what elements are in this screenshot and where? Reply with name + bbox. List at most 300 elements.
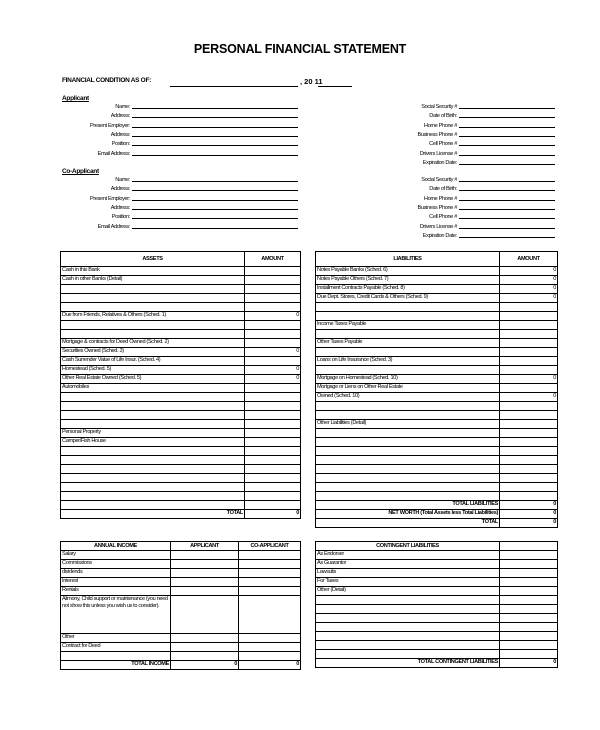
liability-label: [316, 303, 500, 312]
table-row: [61, 384, 301, 393]
table-row: [61, 267, 301, 276]
income-coapplicant-amount[interactable]: [239, 560, 301, 569]
liability-amount[interactable]: [500, 330, 558, 339]
table-row: [61, 447, 301, 456]
contingent-liabilities-table: [315, 541, 558, 668]
table-row: [316, 596, 558, 605]
income-label: dividends: [61, 569, 171, 578]
coapplicant-heading: Co-Applicant: [62, 168, 99, 175]
contingent-amount[interactable]: [500, 560, 558, 569]
income-coapplicant-amount[interactable]: [239, 578, 301, 587]
liability-amount[interactable]: [500, 420, 558, 429]
table-row: [316, 551, 558, 560]
applicant-input-business-phone[interactable]: [459, 136, 555, 137]
asset-label: Mortgage & contracts for Deed Owned (Sched. 2): [61, 339, 245, 348]
liability-amount[interactable]: [500, 321, 558, 330]
coapplicant-label-social-security: Social Security #: [421, 177, 457, 183]
coapplicant-field-home-phone: [340, 193, 555, 202]
table-row: [61, 321, 301, 330]
liability-amount[interactable]: [500, 456, 558, 465]
income-applicant-amount[interactable]: [171, 551, 239, 560]
coapplicant-label-business-phone: Business Phone #: [417, 204, 457, 211]
liability-amount[interactable]: 0: [500, 276, 558, 285]
income-applicant-amount[interactable]: [171, 652, 239, 661]
liability-amount[interactable]: [500, 465, 558, 474]
contingent-label: [316, 614, 500, 623]
coapplicant-label-address: Address:: [110, 186, 130, 193]
coapplicant-field-present-employer: [40, 193, 298, 202]
asset-amount[interactable]: [245, 501, 301, 510]
applicant-field-email-address: [40, 148, 298, 157]
applicant-label-home-phone: Home Phone #: [423, 122, 457, 129]
coapplicant-input-social-security[interactable]: [459, 181, 555, 182]
coapplicant-input-business-phone[interactable]: [459, 209, 555, 210]
asset-amount[interactable]: [245, 465, 301, 474]
asset-label: [61, 456, 245, 465]
income-coapplicant-amount[interactable]: [239, 596, 301, 634]
applicant-input-address[interactable]: [132, 136, 298, 137]
table-row: [316, 614, 558, 623]
liability-label: Other Liabilities (Detail): [316, 420, 500, 429]
liability-amount[interactable]: [500, 411, 558, 420]
contingent-amount[interactable]: [500, 551, 558, 560]
table-row: [61, 596, 301, 634]
table-row: [316, 623, 558, 632]
income-applicant-amount[interactable]: [171, 569, 239, 578]
asset-amount[interactable]: [245, 474, 301, 483]
total-liabilities-row: [316, 501, 558, 510]
asset-amount[interactable]: [245, 402, 301, 411]
table-row: [316, 384, 558, 393]
coapplicant-field-social-security: [340, 174, 555, 183]
income-coapplicant-amount[interactable]: [239, 652, 301, 661]
page-title: PERSONAL FINANCIAL STATEMENT: [193, 42, 407, 56]
table-row: [316, 312, 558, 321]
table-row: [316, 438, 558, 447]
applicant-field-expiration-date: [340, 157, 555, 166]
contingent-amount[interactable]: [500, 569, 558, 578]
table-row: [61, 348, 301, 357]
coapplicant-input-home-phone[interactable]: [459, 200, 555, 201]
coapplicant-label-name: Name:: [115, 177, 130, 183]
table-row: [316, 357, 558, 366]
liability-label: [316, 411, 500, 420]
applicant-field-business-phone: [340, 129, 555, 138]
table-row: [316, 375, 558, 384]
applicant-input-cell-phone[interactable]: [459, 145, 555, 146]
liability-amount[interactable]: [500, 447, 558, 456]
applicant-label-present-employer: Present Employer:: [89, 122, 130, 129]
liability-label: [316, 474, 500, 483]
contingent-label: Lawsuits: [316, 569, 500, 578]
liability-amount[interactable]: [500, 357, 558, 366]
coapplicant-input-position[interactable]: [132, 218, 298, 219]
applicant-input-drivers-license[interactable]: [459, 155, 555, 156]
net-worth-amount: 0: [500, 510, 558, 519]
liability-label: [316, 465, 500, 474]
table-row: [61, 551, 301, 560]
applicant-label-social-security: Social Security #: [421, 104, 457, 110]
asset-amount[interactable]: [245, 411, 301, 420]
contingent-label: [316, 632, 500, 641]
coapplicant-field-business-phone: [340, 202, 555, 211]
liability-label: Other Taxes Payable: [316, 339, 500, 348]
asset-label: [61, 330, 245, 339]
liability-amount[interactable]: 0: [500, 285, 558, 294]
table-row: [61, 312, 301, 321]
income-coapplicant-amount[interactable]: [239, 569, 301, 578]
applicant-label-email-address: Email Address:: [97, 150, 130, 157]
liability-amount[interactable]: 0: [500, 267, 558, 276]
asset-amount[interactable]: [245, 420, 301, 429]
coapplicant-field-position: [40, 211, 298, 220]
asset-amount[interactable]: [245, 339, 301, 348]
asset-amount[interactable]: 0: [245, 348, 301, 357]
contingent-label: As Endorser: [316, 551, 500, 560]
annual-income-table: [60, 541, 301, 670]
table-row: [316, 447, 558, 456]
financial-condition-date-field[interactable]: [170, 86, 298, 87]
liability-amount[interactable]: [500, 402, 558, 411]
table-row: [316, 393, 558, 402]
liability-label: [316, 492, 500, 501]
coapplicant-input-present-employer[interactable]: [132, 200, 298, 201]
contingent-label: Other (Detail): [316, 587, 500, 596]
table-row: [316, 411, 558, 420]
coapplicant-field-cell-phone: [340, 211, 555, 220]
coapplicant-label-present-employer: Present Employer:: [89, 195, 130, 202]
asset-amount[interactable]: [245, 294, 301, 303]
asset-label: Securities Owned (Sched. 3): [61, 348, 245, 357]
income-label: Commissions: [61, 560, 171, 569]
asset-label: Homestead (Sched. 5): [61, 366, 245, 375]
table-row: [316, 330, 558, 339]
contingent-total-amount: 0: [500, 659, 558, 668]
coapplicant-label-home-phone: Home Phone #: [423, 195, 457, 202]
applicant-label-address: Address:: [110, 113, 130, 120]
income-coapplicant-header: CO-APPLICANT: [239, 542, 301, 551]
liability-label: Notes Payable Banks (Sched. 6): [316, 267, 500, 276]
income-total-coapplicant: 0: [239, 661, 301, 670]
table-row: [61, 393, 301, 402]
income-applicant-amount[interactable]: [171, 587, 239, 596]
liability-amount[interactable]: [500, 492, 558, 501]
financial-condition-year: , 20 11: [300, 77, 323, 86]
liability-label: [316, 348, 500, 357]
liability-label: [316, 330, 500, 339]
applicant-input-address[interactable]: [132, 117, 298, 118]
total-liabilities-amount: 0: [500, 501, 558, 510]
liabilities-total-row: [316, 519, 558, 528]
table-row: [316, 420, 558, 429]
asset-label: [61, 483, 245, 492]
liability-label: Mortgage on Homestead (Sched. 10): [316, 375, 500, 384]
applicant-input-email-address[interactable]: [132, 155, 298, 156]
liabilities-total-amount: 0: [500, 519, 558, 528]
asset-amount[interactable]: [245, 285, 301, 294]
contingent-amount[interactable]: [500, 587, 558, 596]
liability-amount[interactable]: [500, 339, 558, 348]
table-row: [61, 429, 301, 438]
liability-label: Due Dept. Stores, Credit Cards & Others (Sched. 9): [316, 294, 500, 303]
liability-amount[interactable]: [500, 429, 558, 438]
income-label: Interest: [61, 578, 171, 587]
coapplicant-input-cell-phone[interactable]: [459, 218, 555, 219]
asset-label: Camper/Fish House: [61, 438, 245, 447]
table-row: [61, 375, 301, 384]
asset-label: [61, 411, 245, 420]
coapplicant-input-address[interactable]: [132, 190, 298, 191]
asset-amount[interactable]: [245, 393, 301, 402]
coapplicant-label-email-address: Email Address:: [97, 223, 130, 230]
table-row: [316, 650, 558, 659]
table-row: [61, 474, 301, 483]
contingent-label: [316, 641, 500, 650]
applicant-field-date-of-birth: [340, 110, 555, 119]
asset-label: [61, 465, 245, 474]
asset-amount[interactable]: [245, 330, 301, 339]
liability-amount[interactable]: [500, 438, 558, 447]
income-coapplicant-amount[interactable]: [239, 634, 301, 643]
contingent-amount[interactable]: [500, 641, 558, 650]
contingent-amount[interactable]: [500, 605, 558, 614]
coapplicant-field-expiration-date: [340, 230, 555, 239]
table-row: [316, 560, 558, 569]
liability-amount[interactable]: [500, 384, 558, 393]
assets-header: ASSETS: [61, 252, 245, 267]
table-row: [61, 560, 301, 569]
asset-amount[interactable]: [245, 447, 301, 456]
applicant-input-social-security[interactable]: [459, 108, 555, 109]
asset-amount[interactable]: [245, 321, 301, 330]
contingent-total-label: TOTAL CONTINGENT LIABILITIES: [316, 659, 500, 668]
table-row: [316, 641, 558, 650]
income-label: Alimony, Child support or maintenance (you need not show this unless you wish us to consider).: [61, 596, 171, 634]
income-applicant-amount[interactable]: [171, 643, 239, 652]
contingent-label: [316, 650, 500, 659]
coapplicant-input-drivers-license[interactable]: [459, 228, 555, 229]
income-coapplicant-amount[interactable]: [239, 587, 301, 596]
applicant-field-name: [40, 101, 298, 110]
liability-amount[interactable]: 0: [500, 294, 558, 303]
contingent-amount[interactable]: [500, 650, 558, 659]
applicant-field-position: [40, 138, 298, 147]
applicant-input-date-of-birth[interactable]: [459, 117, 555, 118]
coapplicant-input-address[interactable]: [132, 209, 298, 210]
liability-amount[interactable]: [500, 348, 558, 357]
table-row: [61, 357, 301, 366]
coapplicant-field-date-of-birth: [340, 183, 555, 192]
liabilities-table: [315, 251, 558, 528]
asset-amount[interactable]: 0: [245, 375, 301, 384]
asset-label: [61, 501, 245, 510]
coapplicant-field-email-address: [40, 221, 298, 230]
asset-amount[interactable]: [245, 438, 301, 447]
table-row: [316, 366, 558, 375]
coapplicant-input-expiration-date[interactable]: [459, 237, 555, 238]
liability-label: [316, 429, 500, 438]
coapplicant-input-name[interactable]: [132, 181, 298, 182]
income-label: Contract for Deed: [61, 643, 171, 652]
asset-label: [61, 492, 245, 501]
total-liabilities-label: TOTAL LIABILITIES: [316, 501, 500, 510]
coapplicant-input-email-address[interactable]: [132, 228, 298, 229]
table-row: [61, 330, 301, 339]
asset-label: Other Real Estate Owned (Sched. 5): [61, 375, 245, 384]
asset-label: [61, 402, 245, 411]
contingent-amount[interactable]: [500, 623, 558, 632]
table-row: [316, 303, 558, 312]
liability-label: Mortgage or Liens on Other Real Estate: [316, 384, 500, 393]
asset-label: Automobiles: [61, 384, 245, 393]
table-row: [316, 578, 558, 587]
liability-label: [316, 438, 500, 447]
table-row: [61, 411, 301, 420]
coapplicant-label-date-of-birth: Date of Birth:: [429, 186, 457, 193]
table-row: [316, 492, 558, 501]
applicant-input-home-phone[interactable]: [459, 127, 555, 128]
applicant-field-present-employer: [40, 120, 298, 129]
applicant-label-expiration-date: Expiration Date:: [422, 159, 457, 166]
table-row: [316, 348, 558, 357]
table-row: [61, 366, 301, 375]
table-row: [61, 465, 301, 474]
table-row: [316, 474, 558, 483]
asset-amount[interactable]: [245, 492, 301, 501]
applicant-input-position[interactable]: [132, 145, 298, 146]
liability-amount[interactable]: [500, 312, 558, 321]
table-row: [316, 429, 558, 438]
income-applicant-amount[interactable]: [171, 560, 239, 569]
contingent-amount[interactable]: [500, 578, 558, 587]
liability-label: Notes Payable Others (Sched. 7): [316, 276, 500, 285]
table-row: [316, 276, 558, 285]
income-label: Rentals: [61, 587, 171, 596]
asset-label: [61, 447, 245, 456]
contingent-amount[interactable]: [500, 614, 558, 623]
applicant-field-drivers-license: [340, 148, 555, 157]
table-row: [61, 483, 301, 492]
table-row: [316, 267, 558, 276]
applicant-input-name[interactable]: [132, 108, 298, 109]
table-row: [316, 483, 558, 492]
asset-amount[interactable]: [245, 483, 301, 492]
income-applicant-amount[interactable]: [171, 634, 239, 643]
table-row: [61, 339, 301, 348]
liability-amount[interactable]: [500, 474, 558, 483]
asset-amount[interactable]: 0: [245, 312, 301, 321]
liability-amount[interactable]: 0: [500, 375, 558, 384]
contingent-amount[interactable]: [500, 632, 558, 641]
table-row: [61, 578, 301, 587]
table-row: [61, 492, 301, 501]
income-applicant-amount[interactable]: [171, 578, 239, 587]
asset-amount[interactable]: [245, 384, 301, 393]
income-total-row: [61, 661, 301, 670]
asset-label: [61, 294, 245, 303]
asset-amount[interactable]: [245, 357, 301, 366]
income-coapplicant-amount[interactable]: [239, 551, 301, 560]
asset-amount[interactable]: [245, 429, 301, 438]
asset-amount[interactable]: [245, 456, 301, 465]
applicant-input-expiration-date[interactable]: [459, 164, 555, 165]
asset-amount[interactable]: 0: [245, 366, 301, 375]
table-row: [316, 587, 558, 596]
asset-label: Due from Friends, Relatives & Others (Sched. 1): [61, 312, 245, 321]
liability-label: [316, 402, 500, 411]
contingent-label: For Taxes: [316, 578, 500, 587]
coapplicant-label-drivers-license: Drivers License #: [419, 223, 457, 230]
liability-amount[interactable]: [500, 303, 558, 312]
liability-label: [316, 312, 500, 321]
financial-condition-label: FINANCIAL CONDITION AS OF:: [62, 77, 151, 84]
liability-label: Owned (Sched. 10): [316, 393, 500, 402]
coapplicant-label-expiration-date: Expiration Date:: [422, 232, 457, 239]
table-row: [61, 652, 301, 661]
income-applicant-amount[interactable]: [171, 596, 239, 634]
contingent-label: [316, 596, 500, 605]
liabilities-total-label: TOTAL: [316, 519, 500, 528]
liability-amount[interactable]: [500, 483, 558, 492]
asset-label: Cash Surrender Value of Life Insur. (Sched. 4): [61, 357, 245, 366]
assets-table: [60, 251, 301, 519]
income-total-applicant: 0: [171, 661, 239, 670]
asset-label: Cash in this Bank: [61, 267, 245, 276]
table-row: [316, 456, 558, 465]
coapplicant-input-date-of-birth[interactable]: [459, 190, 555, 191]
applicant-label-position: Position:: [111, 141, 130, 148]
applicant-heading: Applicant: [62, 95, 89, 102]
applicant-input-present-employer[interactable]: [132, 127, 298, 128]
table-row: [316, 632, 558, 641]
liability-amount[interactable]: [500, 366, 558, 375]
table-row: [61, 303, 301, 312]
net-worth-label: NET WORTH (Total Assets less Total Liabilities): [316, 510, 500, 519]
table-row: [316, 465, 558, 474]
asset-label: [61, 303, 245, 312]
contingent-amount[interactable]: [500, 596, 558, 605]
table-row: [61, 420, 301, 429]
income-header: ANNUAL INCOME: [61, 542, 171, 551]
asset-amount[interactable]: [245, 276, 301, 285]
asset-amount[interactable]: [245, 267, 301, 276]
applicant-label-address: Address:: [110, 131, 130, 138]
income-coapplicant-amount[interactable]: [239, 643, 301, 652]
financial-condition-year-field[interactable]: [318, 86, 352, 87]
asset-amount[interactable]: [245, 303, 301, 312]
applicant-field-address: [40, 129, 298, 138]
liability-amount[interactable]: 0: [500, 393, 558, 402]
income-label: Salary: [61, 551, 171, 560]
coapplicant-field-address: [40, 183, 298, 192]
liability-label: [316, 366, 500, 375]
net-worth-row: [316, 510, 558, 519]
asset-label: [61, 420, 245, 429]
applicant-label-business-phone: Business Phone #: [417, 131, 457, 138]
contingent-total-row: [316, 659, 558, 668]
applicant-label-cell-phone: Cell Phone #: [429, 141, 457, 148]
asset-label: Personal Property: [61, 429, 245, 438]
liability-label: Income Taxes Payable: [316, 321, 500, 330]
asset-label: [61, 321, 245, 330]
table-row: [61, 285, 301, 294]
liability-label: [316, 456, 500, 465]
assets-amount-header: AMOUNT: [245, 252, 301, 267]
applicant-label-name: Name:: [115, 104, 130, 110]
asset-label: [61, 393, 245, 402]
applicant-field-home-phone: [340, 120, 555, 129]
coapplicant-field-name: [40, 174, 298, 183]
